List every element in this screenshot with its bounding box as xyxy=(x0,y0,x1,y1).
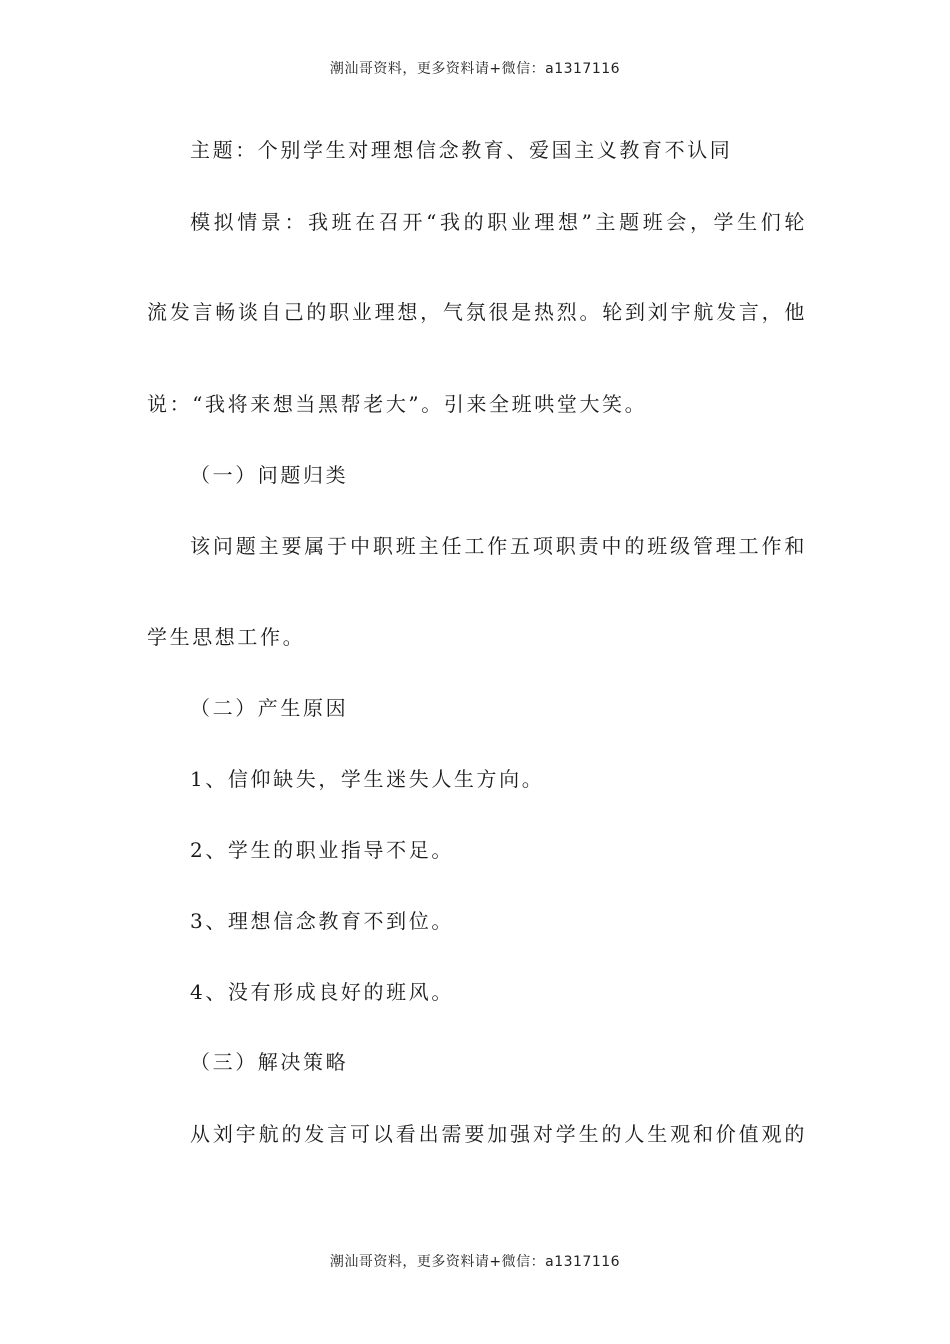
topic-line: 主题：个别学生对理想信念教育、爱国主义教育不认同 xyxy=(190,138,733,162)
page-header: 潮汕哥资料，更多资料请+微信：a1317116 xyxy=(329,61,621,77)
cause-item-4: 4、没有形成良好的班风。 xyxy=(190,980,454,1004)
strategy-line-1: 从刘宇航的发言可以看出需要加强对学生的人生观和价值观的 xyxy=(190,1122,807,1146)
section-heading-causes: （二）产生原因 xyxy=(190,696,349,720)
classification-line-1: 该问题主要属于中职班主任工作五项职责中的班级管理工作和 xyxy=(190,534,807,558)
page-footer: 潮汕哥资料，更多资料请+微信：a1317116 xyxy=(329,1254,621,1270)
section-heading-classification: （一）问题归类 xyxy=(190,463,349,487)
cause-item-1: 1、信仰缺失，学生迷失人生方向。 xyxy=(190,767,545,791)
scenario-line-2: 流发言畅谈自己的职业理想，气氛很是热烈。轮到刘宇航发言，他 xyxy=(147,300,807,324)
scenario-line-3: 说：“我将来想当黑帮老大”。引来全班哄堂大笑。 xyxy=(147,392,648,416)
cause-item-3: 3、理想信念教育不到位。 xyxy=(190,909,454,933)
scenario-line-1: 模拟情景：我班在召开“我的职业理想”主题班会，学生们轮 xyxy=(190,210,807,234)
section-heading-strategies: （三）解决策略 xyxy=(190,1050,349,1074)
classification-line-2: 学生思想工作。 xyxy=(147,625,306,649)
cause-item-2: 2、学生的职业指导不足。 xyxy=(190,838,454,862)
